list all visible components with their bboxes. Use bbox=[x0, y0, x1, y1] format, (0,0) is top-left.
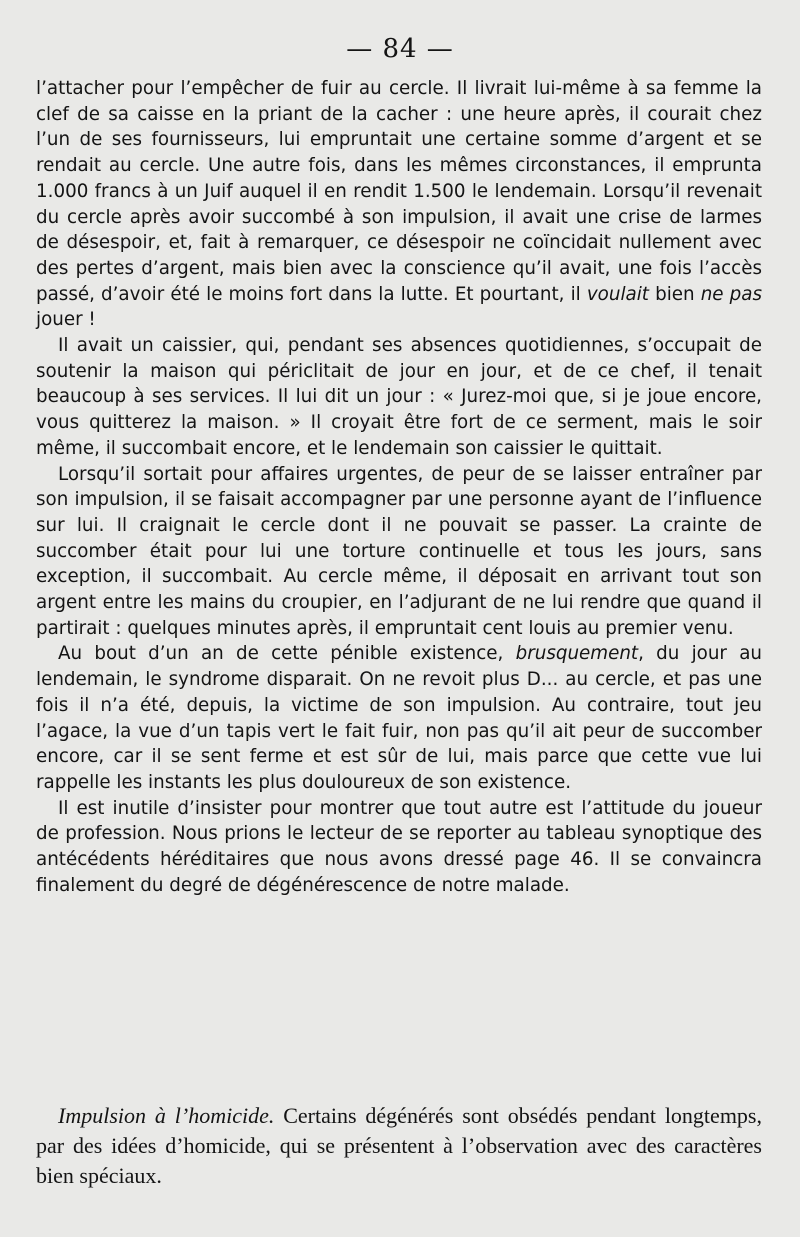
paragraph-5: Il est inutile d’insister pour montrer que tout autre est l’attitude du joueur de profession. Nous prions le lecteur de se reporter au tableau synoptique des antécédents héréditaires que nous avons dressé page 46. Il se convaincra finalement du degré de dégénérescence de notre malade. bbox=[36, 797, 762, 896]
section-text: Certains dégénérés sont obsédés pendant longtemps, par des idées d’homicide, qui se présentent à l’observation avec des caractères bien spéciaux. bbox=[36, 1103, 762, 1188]
paragraph-1-text: l’attacher pour l’empêcher de fuir au cercle. Il livrait lui-même à sa femme la clef de sa caisse en la priant de la cacher : une heure après, il courait chez l’un de ses fournisseurs, lui empruntait une certaine somme d’argent et se rendait au cercle. Une autre fois, dans les mêmes circonstances, il emprunta 1.000 francs à un Juif auquel il en rendit 1.500 le lendemain. Lorsqu’il revenait du cercle après avoir succombé à son impulsion, il avait une crise de larmes de désespoir, et, fait à remarquer, ce désespoir ne coïncidait nullement avec des pertes d’argent, mais bien avec la conscience qu’il avait, une fois l’accès passé, d’avoir été le moins fort dans la lutte. Et pourtant, il bbox=[36, 78, 762, 305]
body-text bbox=[36, 76, 762, 899]
paragraph-4-text-2: , du jour au lendemain, le syndrome disparait. On ne revoit plus D... au cercle, et pas une fois il n’a été, depuis, la victime de son impulsion. Au contraire, tout jeu l’agace, la vue d’un tapis vert le fait fuir, non pas qu’il ait peur de succomber encore, car il se sent ferme et est sûr de lui, mais parce que cette vue lui rappelle les instants les plus douloureux de son existence. bbox=[36, 643, 762, 793]
paragraph-4-text: Au bout d’un an de cette pénible existence, bbox=[58, 643, 516, 665]
paragraph-3: Lorsqu’il sortait pour affaires urgentes, de peur de se laisser entraîner par son impulsion, il se faisait accompagner par une personne ayant de l’influence sur lui. Il craignait le cercle dont il ne pouvait se passer. La crainte de succomber était pour lui une torture continuelle et tous les jours, sans exception, il succombait. Au cercle même, il déposait en arrivant tout son argent entre les mains du croupier, en l’adjurant de ne lui rendre que quand il partirait : quelques minutes après, il empruntait cent louis au premier venu. bbox=[36, 463, 762, 639]
paragraph-1-text-3: jouer ! bbox=[36, 309, 96, 331]
emphasis-brusquement: brusquement bbox=[515, 643, 639, 665]
section-heading-part-3: l’homicide. bbox=[174, 1103, 275, 1128]
section-heading-part-2: à bbox=[154, 1103, 166, 1128]
section-paragraph-body bbox=[36, 1101, 762, 1191]
paragraph-2: Il avait un caissier, qui, pendant ses absences quotidiennes, s’occupait de soutenir la maison qui périclitait de jour en jour, et de ce chef, il tenait beaucoup à ses services. Il lui dit un jour : « Jurez-moi que, si je joue encore, vous quitterez la maison. » Il croyait être fort de ce serment, mais le soir même, il succombait encore, et le lendemain son caissier le quittait. bbox=[36, 335, 762, 459]
section-paragraph bbox=[36, 1101, 762, 1191]
emphasis-ne-pas: ne pas bbox=[700, 283, 762, 305]
paragraph-4 bbox=[36, 641, 762, 795]
section-heading-part-1: Impulsion bbox=[58, 1103, 146, 1128]
paragraph-1-text-2: bien bbox=[648, 283, 701, 305]
section-heading bbox=[58, 1103, 274, 1128]
page-number: — 84 — bbox=[346, 34, 454, 64]
emphasis-voulait: voulait bbox=[586, 283, 649, 305]
paragraph-1 bbox=[36, 76, 762, 333]
